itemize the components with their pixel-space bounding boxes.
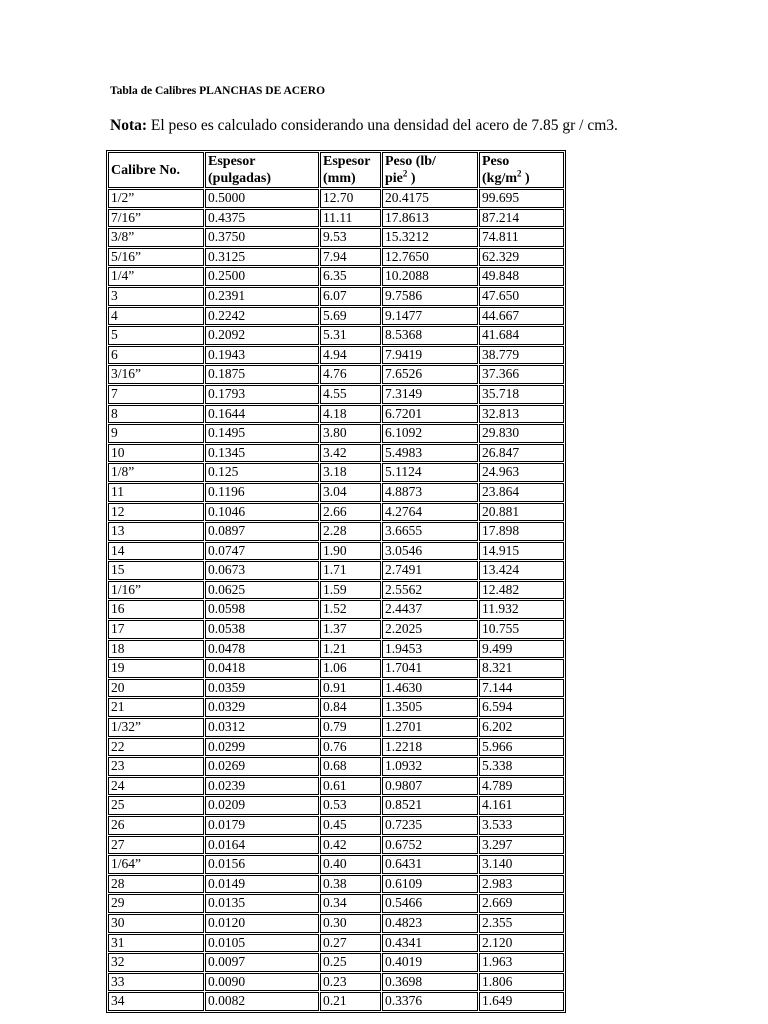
cell-peso-lb-pie2: 0.6752	[382, 836, 478, 855]
cell-espesor-pulgadas: 0.0082	[205, 992, 319, 1011]
cell-peso-lb-pie2: 10.2088	[382, 267, 478, 286]
cell-peso-lb-pie2: 6.1092	[382, 424, 478, 443]
cell-peso-kg-m2: 12.482	[479, 581, 564, 600]
cell-espesor-pulgadas: 0.0673	[205, 561, 319, 580]
cell-peso-kg-m2: 49.848	[479, 267, 564, 286]
table-row	[108, 483, 564, 502]
cell-espesor-mm: 5.69	[320, 307, 381, 326]
cell-espesor-mm: 0.23	[320, 973, 381, 992]
cell-espesor-pulgadas: 0.1196	[205, 483, 319, 502]
cell-espesor-pulgadas: 0.0625	[205, 581, 319, 600]
cell-espesor-mm: 0.42	[320, 836, 381, 855]
cell-espesor-mm: 3.18	[320, 463, 381, 482]
cell-espesor-mm: 4.18	[320, 405, 381, 424]
cell-peso-kg-m2: 5.966	[479, 738, 564, 757]
table-row	[108, 973, 564, 992]
cell-espesor-pulgadas: 0.1793	[205, 385, 319, 404]
cell-peso-lb-pie2: 0.6431	[382, 855, 478, 874]
cell-peso-lb-pie2: 3.6655	[382, 522, 478, 541]
cell-espesor-pulgadas: 0.0090	[205, 973, 319, 992]
cell-calibre: 3/8”	[108, 228, 204, 247]
cell-espesor-pulgadas: 0.0209	[205, 796, 319, 815]
table-row	[108, 738, 564, 757]
cell-peso-lb-pie2: 1.2218	[382, 738, 478, 757]
cell-calibre: 1/4”	[108, 267, 204, 286]
cell-espesor-mm: 3.04	[320, 483, 381, 502]
note-text: El peso es calculado considerando una densidad del acero de 7.85 gr / cm3.	[147, 117, 618, 134]
cell-espesor-pulgadas: 0.0120	[205, 914, 319, 933]
table-row	[108, 796, 564, 815]
cell-peso-lb-pie2: 2.7491	[382, 561, 478, 580]
header-peso-kg-line2-end: )	[521, 171, 530, 186]
density-note	[110, 117, 618, 135]
cell-espesor-mm: 1.06	[320, 659, 381, 678]
cell-calibre: 8	[108, 405, 204, 424]
table-row	[108, 503, 564, 522]
cell-espesor-pulgadas: 0.1875	[205, 365, 319, 384]
table-row	[108, 522, 564, 541]
cell-espesor-mm: 0.25	[320, 953, 381, 972]
cell-peso-kg-m2: 5.338	[479, 757, 564, 776]
cell-peso-lb-pie2: 17.8613	[382, 209, 478, 228]
cell-calibre: 26	[108, 816, 204, 835]
cell-calibre: 33	[108, 973, 204, 992]
table-row	[108, 189, 564, 208]
cell-espesor-mm: 0.34	[320, 894, 381, 913]
table-row	[108, 346, 564, 365]
cell-peso-kg-m2: 3.297	[479, 836, 564, 855]
cell-peso-kg-m2: 3.533	[479, 816, 564, 835]
cell-peso-kg-m2: 99.695	[479, 189, 564, 208]
cell-espesor-pulgadas: 0.0598	[205, 600, 319, 619]
cell-peso-lb-pie2: 4.8873	[382, 483, 478, 502]
cell-calibre: 11	[108, 483, 204, 502]
cell-espesor-mm: 1.37	[320, 620, 381, 639]
table-row	[108, 581, 564, 600]
cell-peso-lb-pie2: 6.7201	[382, 405, 478, 424]
cell-espesor-mm: 0.76	[320, 738, 381, 757]
cell-peso-kg-m2: 4.789	[479, 777, 564, 796]
cell-peso-kg-m2: 17.898	[479, 522, 564, 541]
cell-espesor-pulgadas: 0.2500	[205, 267, 319, 286]
cell-espesor-pulgadas: 0.0239	[205, 777, 319, 796]
table-row	[108, 894, 564, 913]
header-espesor-mm	[320, 152, 381, 188]
cell-espesor-pulgadas: 0.0135	[205, 894, 319, 913]
cell-espesor-mm: 1.71	[320, 561, 381, 580]
cell-espesor-pulgadas: 0.0747	[205, 542, 319, 561]
cell-peso-lb-pie2: 0.5466	[382, 894, 478, 913]
cell-espesor-pulgadas: 0.2242	[205, 307, 319, 326]
cell-calibre: 14	[108, 542, 204, 561]
cell-espesor-pulgadas: 0.0312	[205, 718, 319, 737]
cell-calibre: 10	[108, 444, 204, 463]
cell-espesor-pulgadas: 0.1644	[205, 405, 319, 424]
cell-calibre: 1/32”	[108, 718, 204, 737]
cell-espesor-mm: 0.68	[320, 757, 381, 776]
cell-peso-kg-m2: 20.881	[479, 503, 564, 522]
cell-peso-kg-m2: 35.718	[479, 385, 564, 404]
cell-peso-kg-m2: 14.915	[479, 542, 564, 561]
cell-peso-lb-pie2: 0.4341	[382, 934, 478, 953]
cell-espesor-pulgadas: 0.0897	[205, 522, 319, 541]
table-row	[108, 385, 564, 404]
table-row	[108, 267, 564, 286]
cell-peso-lb-pie2: 0.3376	[382, 992, 478, 1011]
cell-peso-kg-m2: 13.424	[479, 561, 564, 580]
cell-calibre: 5/16”	[108, 248, 204, 267]
cell-peso-kg-m2: 29.830	[479, 424, 564, 443]
cell-espesor-pulgadas: 0.0149	[205, 875, 319, 894]
cell-calibre: 1/64”	[108, 855, 204, 874]
table-header-row	[108, 152, 564, 188]
cell-espesor-mm: 0.84	[320, 698, 381, 717]
table-row	[108, 248, 564, 267]
header-peso-lb-line1: Peso (lb/	[385, 154, 436, 169]
cell-peso-lb-pie2: 1.2701	[382, 718, 478, 737]
cell-peso-lb-pie2: 1.3505	[382, 698, 478, 717]
cell-peso-lb-pie2: 7.6526	[382, 365, 478, 384]
cell-peso-kg-m2: 4.161	[479, 796, 564, 815]
cell-peso-kg-m2: 2.355	[479, 914, 564, 933]
cell-peso-lb-pie2: 5.1124	[382, 463, 478, 482]
table-row	[108, 424, 564, 443]
cell-espesor-mm: 6.07	[320, 287, 381, 306]
cell-peso-kg-m2: 7.144	[479, 679, 564, 698]
cell-espesor-pulgadas: 0.0359	[205, 679, 319, 698]
cell-calibre: 29	[108, 894, 204, 913]
cell-espesor-mm: 1.90	[320, 542, 381, 561]
steel-gauge-table	[106, 150, 566, 1013]
cell-espesor-pulgadas: 0.0164	[205, 836, 319, 855]
cell-espesor-mm: 2.66	[320, 503, 381, 522]
table-row	[108, 444, 564, 463]
cell-espesor-pulgadas: 0.0105	[205, 934, 319, 953]
cell-espesor-mm: 7.94	[320, 248, 381, 267]
document-title: Tabla de Calibres PLANCHAS DE ACERO	[110, 85, 326, 97]
cell-espesor-pulgadas: 0.4375	[205, 209, 319, 228]
header-calibre: Calibre No.	[108, 152, 204, 188]
table-row	[108, 287, 564, 306]
cell-peso-lb-pie2: 7.9419	[382, 346, 478, 365]
cell-calibre: 28	[108, 875, 204, 894]
table-row	[108, 914, 564, 933]
cell-calibre: 3	[108, 287, 204, 306]
cell-peso-kg-m2: 2.120	[479, 934, 564, 953]
cell-espesor-pulgadas: 0.0538	[205, 620, 319, 639]
table-row	[108, 659, 564, 678]
table-body	[108, 189, 564, 1011]
table-row	[108, 542, 564, 561]
cell-peso-lb-pie2: 3.0546	[382, 542, 478, 561]
cell-espesor-pulgadas: 0.3125	[205, 248, 319, 267]
table-row	[108, 405, 564, 424]
cell-calibre: 1/16”	[108, 581, 204, 600]
cell-espesor-mm: 0.38	[320, 875, 381, 894]
table-row	[108, 600, 564, 619]
cell-espesor-pulgadas: 0.125	[205, 463, 319, 482]
cell-espesor-mm: 1.21	[320, 640, 381, 659]
cell-peso-lb-pie2: 9.7586	[382, 287, 478, 306]
cell-calibre: 27	[108, 836, 204, 855]
cell-calibre: 1/2”	[108, 189, 204, 208]
cell-peso-kg-m2: 38.779	[479, 346, 564, 365]
cell-espesor-pulgadas: 0.2092	[205, 326, 319, 345]
cell-espesor-pulgadas: 0.0299	[205, 738, 319, 757]
cell-calibre: 31	[108, 934, 204, 953]
cell-calibre: 32	[108, 953, 204, 972]
cell-espesor-mm: 0.45	[320, 816, 381, 835]
header-peso-lb-line2: pie	[385, 171, 403, 186]
cell-peso-lb-pie2: 0.4823	[382, 914, 478, 933]
cell-peso-kg-m2: 6.594	[479, 698, 564, 717]
cell-peso-lb-pie2: 12.7650	[382, 248, 478, 267]
cell-calibre: 6	[108, 346, 204, 365]
cell-peso-kg-m2: 1.963	[479, 953, 564, 972]
cell-espesor-pulgadas: 0.0269	[205, 757, 319, 776]
cell-espesor-mm: 2.28	[320, 522, 381, 541]
cell-espesor-mm: 3.42	[320, 444, 381, 463]
cell-peso-kg-m2: 74.811	[479, 228, 564, 247]
cell-peso-kg-m2: 9.499	[479, 640, 564, 659]
cell-peso-lb-pie2: 7.3149	[382, 385, 478, 404]
cell-espesor-pulgadas: 0.0179	[205, 816, 319, 835]
cell-peso-kg-m2: 10.755	[479, 620, 564, 639]
cell-calibre: 9	[108, 424, 204, 443]
table-row	[108, 698, 564, 717]
cell-espesor-pulgadas: 0.0156	[205, 855, 319, 874]
table-row	[108, 640, 564, 659]
cell-calibre: 12	[108, 503, 204, 522]
cell-espesor-mm: 6.35	[320, 267, 381, 286]
table-row	[108, 953, 564, 972]
table-row	[108, 836, 564, 855]
cell-espesor-mm: 4.55	[320, 385, 381, 404]
cell-calibre: 34	[108, 992, 204, 1011]
cell-peso-lb-pie2: 0.9807	[382, 777, 478, 796]
cell-espesor-mm: 4.76	[320, 365, 381, 384]
cell-peso-lb-pie2: 0.4019	[382, 953, 478, 972]
cell-espesor-mm: 0.53	[320, 796, 381, 815]
cell-calibre: 4	[108, 307, 204, 326]
table-row	[108, 228, 564, 247]
cell-espesor-mm: 3.80	[320, 424, 381, 443]
cell-calibre: 3/16”	[108, 365, 204, 384]
cell-espesor-mm: 0.61	[320, 777, 381, 796]
cell-espesor-pulgadas: 0.3750	[205, 228, 319, 247]
header-peso-lb-line2-end: )	[407, 171, 416, 186]
header-espesor-pulgadas	[205, 152, 319, 188]
cell-peso-lb-pie2: 15.3212	[382, 228, 478, 247]
cell-espesor-pulgadas: 0.5000	[205, 189, 319, 208]
cell-espesor-mm: 11.11	[320, 209, 381, 228]
cell-peso-kg-m2: 6.202	[479, 718, 564, 737]
cell-peso-lb-pie2: 1.9453	[382, 640, 478, 659]
table-row	[108, 777, 564, 796]
cell-peso-kg-m2: 47.650	[479, 287, 564, 306]
cell-peso-kg-m2: 32.813	[479, 405, 564, 424]
cell-peso-lb-pie2: 2.2025	[382, 620, 478, 639]
table-row	[108, 718, 564, 737]
table-row	[108, 326, 564, 345]
cell-espesor-mm: 0.30	[320, 914, 381, 933]
table-row	[108, 679, 564, 698]
cell-espesor-mm: 0.21	[320, 992, 381, 1011]
cell-peso-lb-pie2: 4.2764	[382, 503, 478, 522]
cell-espesor-mm: 12.70	[320, 189, 381, 208]
header-espesor-pulgadas-line1: Espesor	[208, 154, 256, 169]
header-espesor-pulgadas-line2: (pulgadas)	[208, 171, 272, 186]
table-row	[108, 855, 564, 874]
cell-calibre: 16	[108, 600, 204, 619]
table-row	[108, 463, 564, 482]
cell-espesor-pulgadas: 0.0418	[205, 659, 319, 678]
cell-calibre: 25	[108, 796, 204, 815]
header-espesor-mm-line1: Espesor	[323, 154, 371, 169]
cell-peso-kg-m2: 37.366	[479, 365, 564, 384]
note-label: Nota:	[110, 117, 148, 134]
cell-peso-kg-m2: 26.847	[479, 444, 564, 463]
cell-peso-kg-m2: 3.140	[479, 855, 564, 874]
cell-peso-lb-pie2: 2.4437	[382, 600, 478, 619]
cell-espesor-mm: 5.31	[320, 326, 381, 345]
cell-peso-kg-m2: 8.321	[479, 659, 564, 678]
header-espesor-mm-line2: (mm)	[323, 171, 356, 186]
cell-peso-kg-m2: 41.684	[479, 326, 564, 345]
cell-peso-kg-m2: 44.667	[479, 307, 564, 326]
cell-calibre: 5	[108, 326, 204, 345]
cell-peso-kg-m2: 62.329	[479, 248, 564, 267]
table-row	[108, 816, 564, 835]
cell-peso-lb-pie2: 9.1477	[382, 307, 478, 326]
cell-peso-lb-pie2: 0.3698	[382, 973, 478, 992]
cell-calibre: 18	[108, 640, 204, 659]
cell-peso-kg-m2: 24.963	[479, 463, 564, 482]
table-row	[108, 934, 564, 953]
cell-calibre: 20	[108, 679, 204, 698]
cell-peso-lb-pie2: 1.0932	[382, 757, 478, 776]
cell-calibre: 30	[108, 914, 204, 933]
cell-espesor-pulgadas: 0.1046	[205, 503, 319, 522]
header-peso-lb	[382, 152, 478, 188]
cell-peso-lb-pie2: 1.7041	[382, 659, 478, 678]
table-row	[108, 757, 564, 776]
table-row	[108, 992, 564, 1011]
table-row	[108, 307, 564, 326]
table-row	[108, 875, 564, 894]
cell-peso-kg-m2: 1.806	[479, 973, 564, 992]
cell-calibre: 22	[108, 738, 204, 757]
cell-peso-kg-m2: 23.864	[479, 483, 564, 502]
cell-calibre: 1/8”	[108, 463, 204, 482]
cell-espesor-pulgadas: 0.2391	[205, 287, 319, 306]
cell-espesor-pulgadas: 0.1495	[205, 424, 319, 443]
cell-peso-lb-pie2: 2.5562	[382, 581, 478, 600]
table-row	[108, 561, 564, 580]
cell-peso-lb-pie2: 0.6109	[382, 875, 478, 894]
cell-espesor-pulgadas: 0.0329	[205, 698, 319, 717]
table-row	[108, 620, 564, 639]
table-row	[108, 365, 564, 384]
header-peso-kg-line2: (kg/m	[482, 171, 517, 186]
cell-calibre: 19	[108, 659, 204, 678]
cell-calibre: 23	[108, 757, 204, 776]
cell-calibre: 15	[108, 561, 204, 580]
cell-espesor-mm: 0.79	[320, 718, 381, 737]
cell-espesor-pulgadas: 0.0097	[205, 953, 319, 972]
header-peso-kg-line1: Peso	[482, 154, 510, 169]
cell-calibre: 13	[108, 522, 204, 541]
cell-espesor-mm: 4.94	[320, 346, 381, 365]
gauge-table-container	[106, 150, 566, 1013]
cell-calibre: 17	[108, 620, 204, 639]
cell-peso-kg-m2: 2.669	[479, 894, 564, 913]
cell-espesor-mm: 0.40	[320, 855, 381, 874]
cell-peso-kg-m2: 87.214	[479, 209, 564, 228]
cell-peso-kg-m2: 1.649	[479, 992, 564, 1011]
cell-espesor-mm: 1.52	[320, 600, 381, 619]
cell-calibre: 24	[108, 777, 204, 796]
cell-peso-lb-pie2: 20.4175	[382, 189, 478, 208]
header-peso-kg-superscript: 2	[517, 168, 522, 179]
cell-espesor-mm: 0.91	[320, 679, 381, 698]
cell-peso-lb-pie2: 0.7235	[382, 816, 478, 835]
cell-espesor-mm: 0.27	[320, 934, 381, 953]
cell-espesor-mm: 1.59	[320, 581, 381, 600]
cell-calibre: 21	[108, 698, 204, 717]
cell-peso-lb-pie2: 8.5368	[382, 326, 478, 345]
cell-calibre: 7	[108, 385, 204, 404]
header-peso-kg	[479, 152, 564, 188]
table-row	[108, 209, 564, 228]
cell-peso-lb-pie2: 1.4630	[382, 679, 478, 698]
cell-peso-lb-pie2: 0.8521	[382, 796, 478, 815]
cell-espesor-pulgadas: 0.1943	[205, 346, 319, 365]
cell-peso-lb-pie2: 5.4983	[382, 444, 478, 463]
cell-peso-kg-m2: 2.983	[479, 875, 564, 894]
cell-espesor-pulgadas: 0.1345	[205, 444, 319, 463]
cell-espesor-mm: 9.53	[320, 228, 381, 247]
header-peso-lb-superscript: 2	[402, 168, 408, 179]
cell-peso-kg-m2: 11.932	[479, 600, 564, 619]
cell-espesor-pulgadas: 0.0478	[205, 640, 319, 659]
cell-calibre: 7/16”	[108, 209, 204, 228]
